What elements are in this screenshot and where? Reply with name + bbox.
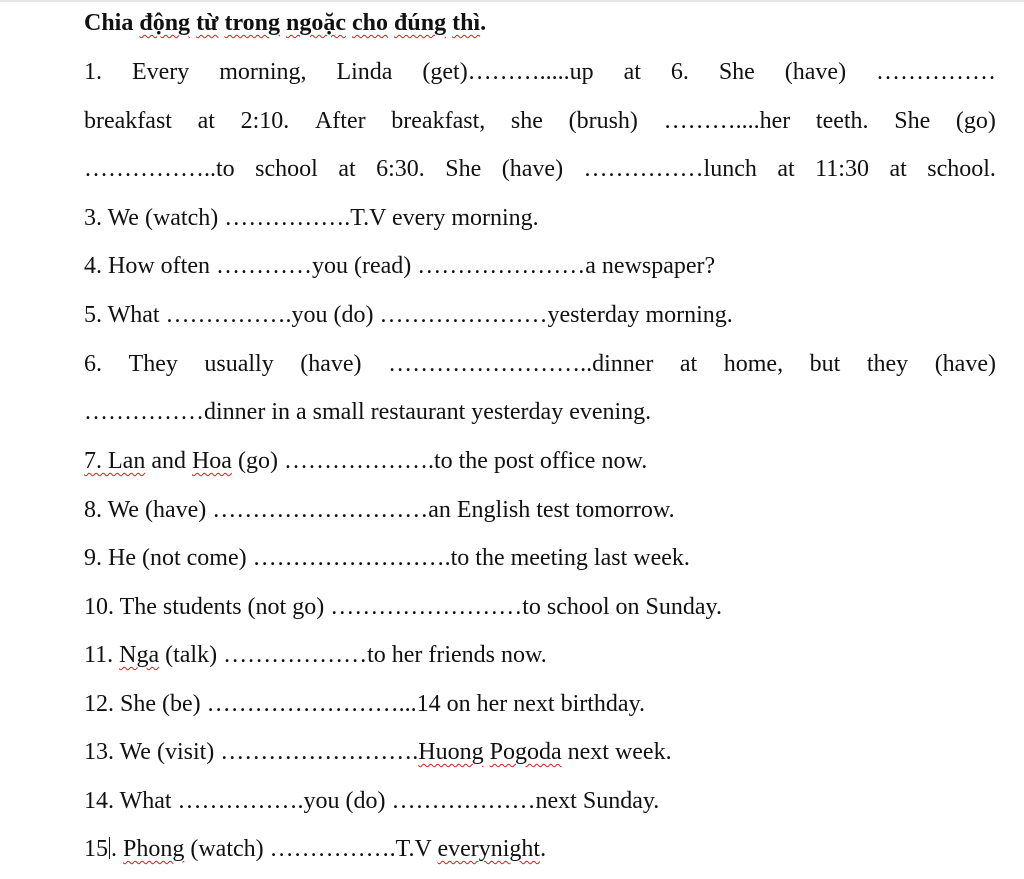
question-1-line-2: breakfast at 2:10. After breakfast, she (brush) ………....her teeth. She (go) <box>84 108 996 134</box>
question-8: 8. We (have) ………………………an English test tomorrow. <box>84 497 675 523</box>
question-1-line-3: ……………..to school at 6:30. She (have) ……………lunch at 11:30 at school. <box>84 156 996 182</box>
question-9: 9. He (not come) …………………….to the meeting last week. <box>84 545 690 571</box>
question-10: 10. The students (not go) ……………………to school on Sunday. <box>84 594 722 620</box>
question-4: 4. How often …………you (read) …………………a newspaper? <box>84 253 716 279</box>
question-6-line-1: 6. They usually (have) ……………………..dinner at home, but they (have) <box>84 351 996 377</box>
exercise-title: Chia động từ trong ngoặc cho đúng thì. <box>84 10 487 36</box>
question-11: 11. Nga (talk) ………………to her friends now. <box>84 642 547 668</box>
question-12: 12. She (be) ……………………...14 on her next birthday. <box>84 691 646 717</box>
question-6-line-2: ……………dinner in a small restaurant yesterday evening. <box>84 399 652 425</box>
question-14: 14. What …………….you (do) ………………next Sunday. <box>84 788 660 814</box>
question-5: 5. What …………….you (do) …………………yesterday morning. <box>84 302 733 328</box>
text-cursor <box>109 837 110 859</box>
question-3: 3. We (watch) …………….T.V every morning. <box>84 205 539 231</box>
question-13: 13. We (visit) …………………….Huong Pogoda next week. <box>84 739 672 765</box>
question-1-line-1: 1. Every morning, Linda (get)……….....up at 6. She (have) …………… <box>84 59 996 85</box>
page-top-edge <box>0 0 1024 2</box>
question-15[interactable]: 15 . Phong (watch) …………….T.V everynight. <box>84 836 547 862</box>
question-7: 7. Lan and Hoa (go) ……………….to the post office now. <box>84 448 648 474</box>
